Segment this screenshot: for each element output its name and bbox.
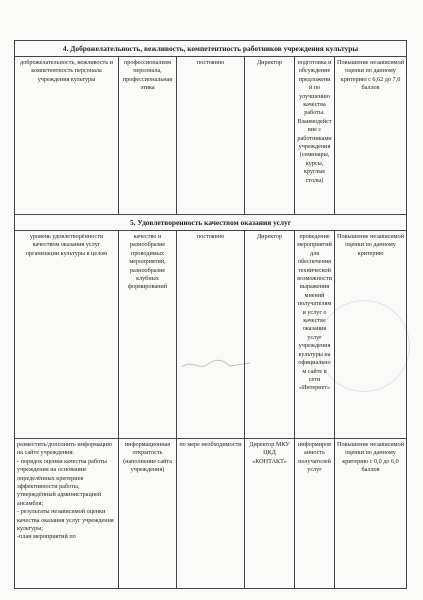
table-row — [15, 439, 407, 589]
table-row — [15, 57, 407, 215]
criterion-cell: уровень удовлетворённости качеством оказания услуг организации культуры в целом — [15, 231, 119, 439]
measure-cell: проведение мероприятий для обеспечения технической возможности выражения мнений получателями услуг о качестве оказания услуг учреждения культуры на официальном сайте в сети «Интернет» — [295, 231, 335, 439]
section-header-row — [15, 215, 407, 231]
deadline-cell: постоянно — [177, 231, 245, 439]
measure-cell: подготовка и обсуждение предложений по улучшению качества работы. Взаимодействие с работниками учреждения (семинары, курсы, круглые столы) — [295, 57, 335, 215]
section-5-title: 5. Удовлетворенность качеством оказания услуг — [15, 215, 407, 231]
result-cell: Повышение независимой оценки по данному критерию с 0,0 до 6,0 баллов — [335, 439, 407, 589]
table-row — [15, 231, 407, 439]
indicator-cell: качество и разнообразие проводимых мероприятий, разнообразие клубных формирований — [119, 231, 177, 439]
responsible-cell: Директор — [245, 231, 295, 439]
deadline-cell: постоянно — [177, 57, 245, 215]
deadline-cell: по мере необходимости — [177, 439, 245, 589]
indicator-cell: профессионализм персонала, профессиональная этика — [119, 57, 177, 215]
responsible-cell: Директор МКУ ЦКД «КОНТАКТ» — [245, 439, 295, 589]
action-plan-table — [14, 40, 407, 589]
indicator-cell: информационная открытость (наполнение сайта учреждения) — [119, 439, 177, 589]
responsible-cell: Директор — [245, 57, 295, 215]
criterion-cell: разместить/дополнить информацию на сайте учреждения: - порядок оценки качества работы учреждения на основании определённых критериев эффективности работы, утверждённый администрацией ансамбля; - результаты независимой оценки качества оказания услуг учреждения культуры; -план мероприятий по — [15, 439, 119, 589]
criterion-cell: доброжелательность, вежливость и компетентность персонала учреждения культуры — [15, 57, 119, 215]
measure-cell: информированность получателей услуг — [295, 439, 335, 589]
section-header-row — [15, 41, 407, 57]
section-4-title: 4. Доброжелательность, вежливость, компетентность работников учреждения культуры — [15, 41, 407, 57]
result-cell: Повышение независимой оценки по данному критерию — [335, 231, 407, 439]
result-cell: Повышение независимой оценки по данному критерию с 6,62 до 7,0 баллов — [335, 57, 407, 215]
